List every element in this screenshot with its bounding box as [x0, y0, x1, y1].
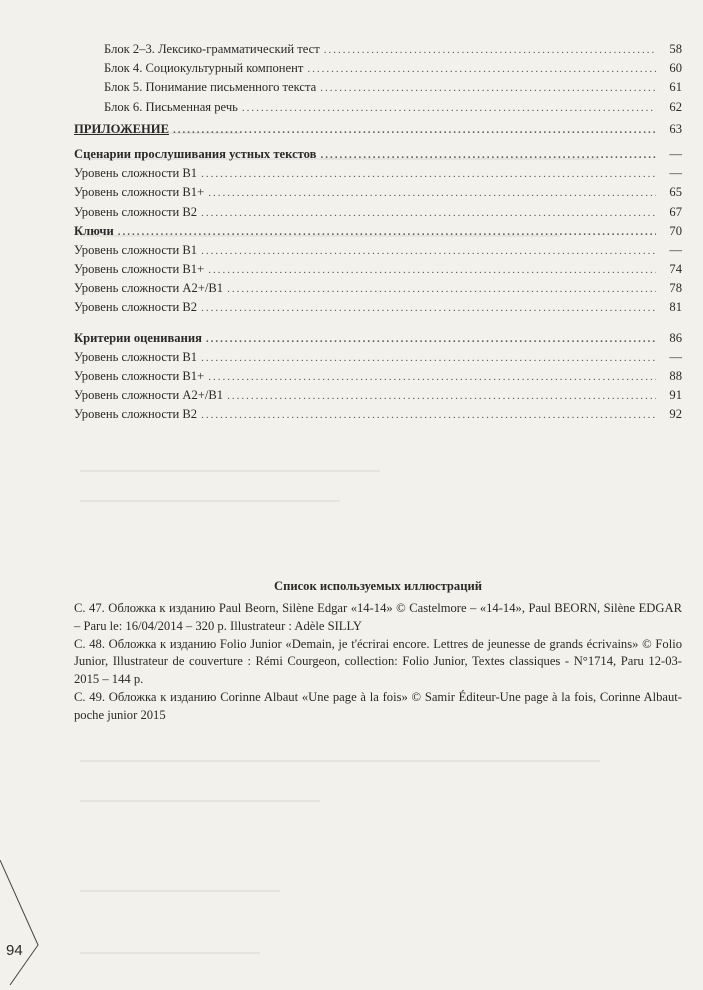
toc-entry-label: Уровень сложности А2+/В1: [74, 281, 224, 296]
page-number: 94: [6, 942, 23, 959]
dot-leader: [118, 223, 656, 242]
toc-appendix-row: [74, 120, 682, 139]
toc-row: [74, 367, 682, 386]
credit-item: С. 47. Обложка к изданию Paul Beorn, Silène Edgar «14-14» © Castelmore – «14-14», Paul BEORN, Silène EDGAR – Paru le: 16/04/2014 – 320 p. Illustrateur : Adèle SILLY: [74, 601, 682, 633]
toc-page-number: 58: [669, 42, 682, 56]
toc-entry-label: Уровень сложности В2: [74, 204, 198, 219]
dot-leader: [201, 204, 656, 223]
toc-page-number: 86: [669, 330, 682, 345]
toc-entry-label: Уровень сложности А2+/В1: [74, 388, 224, 403]
page-corner-decoration: [0, 860, 40, 985]
toc-entry-label: Блок 2–3. Лексико-грамматический тест: [104, 42, 320, 56]
toc-row: [74, 78, 682, 97]
dot-leader: [173, 121, 656, 140]
dot-leader: [206, 330, 656, 349]
toc-entry-label: Уровень сложности В1+: [74, 369, 205, 383]
toc-page-number: 60: [669, 61, 682, 76]
toc-entry-label: Уровень сложности В1: [74, 349, 198, 364]
toc-page-number: 81: [669, 300, 682, 315]
toc-page-number: 62: [669, 99, 682, 114]
toc-entry-label: Уровень сложности В1: [74, 166, 198, 181]
toc-row: [74, 348, 682, 367]
dot-leader: [208, 261, 656, 280]
toc-row: [74, 98, 682, 117]
dot-leader: [208, 184, 656, 203]
toc-page-number: —: [669, 166, 682, 181]
toc-row: [74, 298, 682, 317]
dot-leader: [227, 280, 656, 299]
toc-entry-label: Уровень сложности В1: [74, 242, 198, 257]
dot-leader: [208, 368, 656, 387]
toc-row: [74, 164, 682, 183]
dot-leader: [242, 99, 656, 118]
toc-entry-label: Блок 4. Социокультурный компонент: [104, 61, 304, 76]
toc-page-number: —: [669, 349, 682, 364]
toc-page-number: 92: [669, 407, 682, 422]
credit-item: С. 49. Обложка к изданию Corinne Albaut «Une page à la fois» © Samir Éditeur-Une page à la fois, Corinne Albaut-poche junior 2015: [74, 689, 682, 722]
toc-page-number: 74: [669, 262, 682, 277]
toc-section-heading: [74, 329, 682, 348]
dot-leader: [307, 60, 656, 79]
toc-row: [74, 203, 682, 222]
toc-section-label: Сценарии прослушивания устных текстов: [74, 146, 317, 161]
toc-row: [74, 183, 682, 202]
toc-entry-label: Уровень сложности В1+: [74, 185, 205, 200]
dot-leader: [324, 41, 656, 60]
toc-page-number: —: [669, 146, 682, 161]
toc-section-heading: [74, 145, 682, 164]
toc-entry-label: Блок 5. Понимание письменного текста: [104, 80, 317, 95]
toc-page-number: 88: [669, 369, 682, 383]
toc-row: [74, 40, 682, 59]
illustrations-list-title: Список используемых иллюстраций: [273, 579, 483, 593]
toc-row: [74, 386, 682, 405]
toc-page-number: 65: [669, 185, 682, 200]
toc-page-number: 63: [669, 121, 682, 136]
toc-page-number: 78: [669, 281, 682, 296]
corner-line-icon: [0, 860, 40, 985]
toc-row: [74, 260, 682, 279]
toc-section-label: Ключи: [74, 223, 114, 238]
dot-leader: [320, 79, 656, 98]
toc-row: [74, 241, 682, 260]
toc-section-label: Критерии оценивания: [74, 330, 202, 345]
toc-page-number: 70: [669, 223, 682, 238]
toc-entry-label: Блок 6. Письменная речь: [104, 99, 238, 114]
dot-leader: [201, 406, 656, 425]
toc-page-number: 91: [669, 388, 682, 403]
table-of-contents: [74, 40, 682, 425]
dot-leader: [201, 242, 656, 261]
toc-section-heading: [74, 222, 682, 241]
toc-row: [74, 59, 682, 78]
toc-entry-label: Уровень сложности В2: [74, 300, 198, 315]
toc-entry-label: Уровень сложности В2: [74, 407, 198, 422]
toc-appendix-label: ПРИЛОЖЕНИЕ: [74, 121, 169, 136]
toc-row: [74, 279, 682, 298]
toc-page-number: —: [669, 242, 682, 257]
dot-leader: [201, 165, 656, 184]
toc-page-number: 67: [669, 204, 682, 219]
toc-row: [74, 405, 682, 424]
illustration-credits: [74, 600, 682, 725]
toc-entry-label: Уровень сложности В1+: [74, 262, 205, 277]
dot-leader: [320, 146, 656, 165]
dot-leader: [201, 299, 656, 318]
dot-leader: [201, 349, 656, 368]
dot-leader: [227, 387, 656, 406]
credit-item: С. 48. Обложка к изданию Folio Junior «Demain, je t'écrirai encore. Lettres de jeunesse de grands écrivains» © Folio Junior, Illustrateur de couverture : Rémi Courgeon, collection: Folio Junior, Textes classiques - N°1714, Paru 12-03-2015 – 144 p.: [74, 636, 682, 687]
toc-page-number: 61: [669, 80, 682, 95]
